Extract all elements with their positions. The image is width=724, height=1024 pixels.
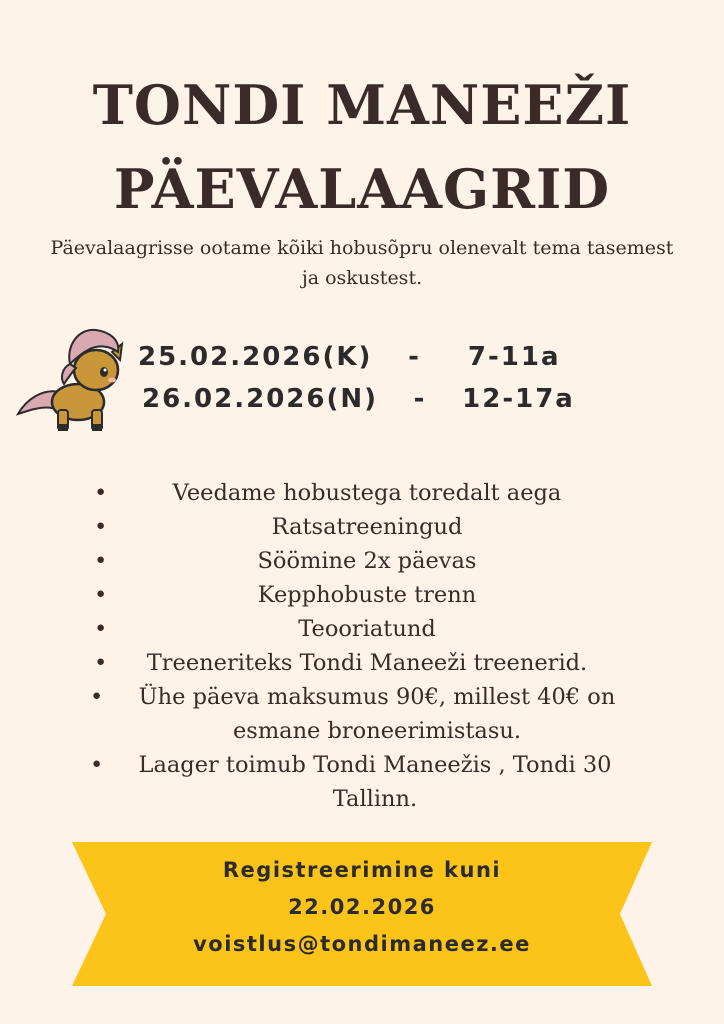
age-range: 12-17a [462,384,575,414]
camp-date: 26.02.2026(N) [142,384,379,414]
list-item-text: Teooriatund [298,616,436,642]
camp-date-row [138,342,561,372]
list-item-text: Ühe päeva maksumus 90€, millest 40€ on esmane broneerimistasu. [138,684,616,744]
list-item-text: Söömine 2x päevas [257,548,477,574]
registration-email[interactable]: voistlus@tondimaneez.ee [193,932,531,956]
list-item [72,510,662,544]
list-item [72,612,662,646]
registration-deadline: 22.02.2026 [288,895,436,919]
registration-info [72,852,652,963]
list-item [72,748,662,816]
title-line-1: TONDI MANEEŽI [92,73,632,137]
date-separator: - [413,384,427,414]
list-item [72,476,662,510]
subtitle: Päevalaagrisse ootame kõiki hobusõpru olenevalt tema tasemest ja oskustest. [50,237,674,289]
camp-date-row [142,384,575,414]
feature-list [72,476,662,816]
date-separator: - [408,342,421,372]
list-item-text: Laager toimub Tondi Maneežis , Tondi 30 Tallinn. [138,752,612,812]
bullet: • [94,514,108,540]
bullet: • [94,548,108,574]
list-item [72,680,662,748]
list-item-text: Kepphobuste trenn [257,582,477,608]
bullet: • [90,752,104,778]
list-item-text: Ratsatreeningud [271,514,463,540]
bullet: • [94,616,108,642]
age-range: 7-11a [467,342,561,372]
bullet: • [94,480,108,506]
bullet: • [94,582,108,608]
title-line-2: PÄEVALAAGRID [113,157,611,221]
list-item [72,544,662,578]
bullet: • [94,650,108,676]
pony-icon [12,322,137,434]
list-item [72,578,662,612]
bullet: • [90,684,104,710]
camp-date: 25.02.2026(K) [138,342,373,372]
list-item-text: Treeneriteks Tondi Maneeži treenerid. [146,650,588,676]
registration-label: Registreerimine kuni [222,858,502,882]
list-item-text: Veedame hobustega toredalt aega [172,480,562,506]
list-item [72,646,662,680]
